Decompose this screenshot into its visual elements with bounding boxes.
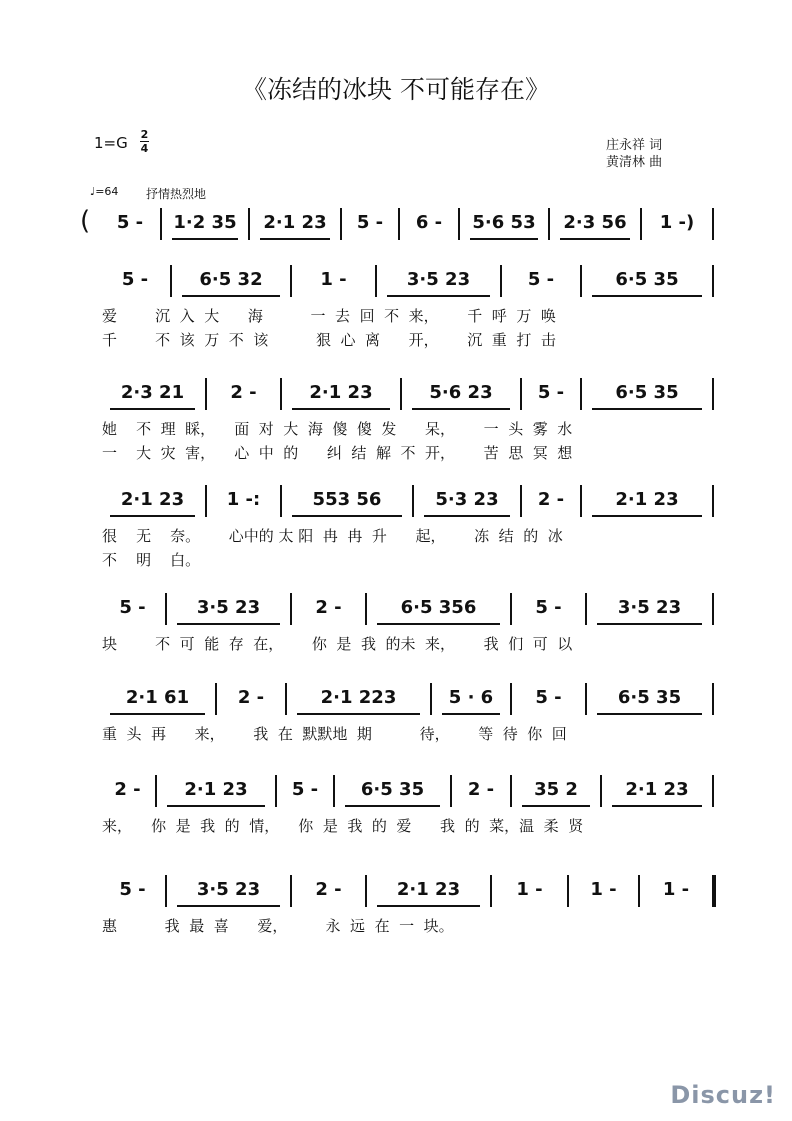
bar-line [375,265,377,297]
lyrics-verse-2: 不 明 白。 [102,551,201,569]
measure-notes: 5 - [535,597,562,618]
time-sig-bottom: 4 [140,142,149,155]
measure-notes: 2·1 23 [120,489,185,510]
measure-notes: 5 - [291,779,319,800]
bar-line [165,593,167,625]
measure-notes: 2·1 23 [309,382,373,403]
bar-line [520,485,522,517]
measure-notes: 2·1 23 [396,879,461,900]
beam-line [177,623,280,625]
beam-line [177,905,280,907]
lyrics-verse-2: 千 不 该 万 不 该 狠 心 离 开， 沉 重 打 击 [102,331,556,349]
beam-line [592,295,702,297]
lyrics-verse-1: 来， 你 是 我 的 情， 你 是 我 的 爱 我 的 菜，温 柔 贤 [102,817,584,835]
lyrics-verse-1: 很 无 奈。 心中的 太 阳 冉 冉 升 起， 冻 结 的 冰 [102,527,563,545]
bar-line [458,208,460,240]
bar-line [712,593,714,625]
beam-line [110,515,195,517]
measure-notes: 1 - [320,269,347,290]
measure-notes: 5 · 6 [448,687,494,708]
lyricist-credit: 庄永祥 词 [606,138,663,153]
bar-line [640,208,642,240]
bar-line [155,775,157,807]
bar-line [712,208,714,240]
measure-notes: 2 - [467,779,495,800]
notes-line [0,683,792,717]
measure-notes: 2·1 223 [320,687,397,708]
measure-notes: 6·5 35 [615,382,679,403]
measure-notes: 5 - [119,597,146,618]
beam-line [424,515,510,517]
beam-line [110,713,205,715]
bar-line [412,485,414,517]
measure-notes: 5 - [119,879,146,900]
bar-line [165,875,167,907]
measure-notes: 1 - [662,879,690,900]
bar-line [290,875,292,907]
bar-line [712,775,714,807]
measure-notes: 5 - [356,212,384,233]
bar-line [398,208,400,240]
measure-notes: 2·3 21 [120,382,185,403]
notes-line [0,485,792,519]
beam-line [592,408,702,410]
bar-line [712,683,714,715]
beam-line [597,623,702,625]
beam-line [377,905,480,907]
beam-line [442,713,500,715]
beam-line [167,805,265,807]
song-title: 《冻结的冰块 不可能存在》 [242,75,550,104]
bar-line [215,683,217,715]
bar-line [290,265,292,297]
beam-line [470,238,538,240]
notes-line [0,593,792,627]
beam-line [110,408,195,410]
measure-notes: 2·3 56 [563,212,627,233]
beam-line [182,295,280,297]
measure-notes: 6·5 32 [199,269,263,290]
expression-marking: 抒情热烈地 [146,187,207,201]
notes-line [0,208,792,242]
beam-line [345,805,440,807]
notes-line [0,775,792,809]
measure-notes: 2 - [114,779,141,800]
bar-line [280,378,282,410]
bar-line [248,208,250,240]
bar-line [170,265,172,297]
measure-notes: 6·5 356 [400,597,477,618]
bar-line [490,875,492,907]
notes-line [0,875,792,909]
bar-line [585,593,587,625]
lyrics-verse-1: 她 不 理 睬， 面 对 大 海 傻 傻 发 呆， 一 头 雾 水 [102,420,573,438]
lyrics-verse-1: 块 不 可 能 存 在， 你 是 我 的未 来， 我 们 可 以 [102,635,573,653]
bar-line [365,593,367,625]
measure-notes: 2·1 23 [263,212,327,233]
measure-notes: 2·1 23 [615,489,679,510]
bar-line [580,485,582,517]
measure-notes: 1 -: [226,489,261,510]
measure-notes: 5 - [116,212,144,233]
measure-notes: 2 - [537,489,565,510]
measure-notes: 2 - [237,687,265,708]
bar-line [712,265,714,297]
beam-line [377,623,500,625]
beam-line [597,713,702,715]
bar-line [160,208,162,240]
bar-line [285,683,287,715]
bar-line [430,683,432,715]
beam-line [560,238,630,240]
beam-line [297,713,420,715]
time-signature [140,129,149,154]
measure-notes: 5·6 53 [472,212,536,233]
beam-line [292,408,390,410]
beam-line [612,805,702,807]
notes-line [0,378,792,412]
beam-line [292,515,402,517]
bar-line [500,265,502,297]
bar-line [450,775,452,807]
bar-line [580,265,582,297]
composer-credit: 黄清林 曲 [606,155,663,170]
lyrics-verse-2: 一 大 灾 害， 心 中 的 纠 结 解 不 开， 苦 思 冥 想 [102,444,573,462]
bar-line [548,208,550,240]
key-signature: 1=G [94,134,128,152]
bar-line [275,775,277,807]
measure-notes: 1 -) [659,212,695,233]
beam-line [260,238,330,240]
bar-line [400,378,402,410]
measure-notes: 5 - [527,269,555,290]
beam-line [522,805,590,807]
measure-notes: 2·1 23 [184,779,248,800]
measure-notes: 2·1 61 [125,687,190,708]
bar-line [510,593,512,625]
measure-notes: 553 56 [312,489,382,510]
tempo-marking: ♩=64 [90,185,119,198]
repeat-paren: ( [80,206,91,236]
measure-notes: 1 - [590,879,617,900]
bar-line [365,875,367,907]
measure-notes: 6·5 35 [615,269,679,290]
bar-line [510,775,512,807]
measure-notes: 1 - [516,879,543,900]
measure-notes: 5·3 23 [435,489,499,510]
bar-line [510,683,512,715]
measure-notes: 6·5 35 [617,687,682,708]
beam-line [592,515,702,517]
measure-notes: 35 2 [534,779,578,800]
notes-line [0,265,792,299]
measure-notes: 2 - [315,597,342,618]
beam-line [387,295,490,297]
bar-line [205,485,207,517]
bar-line [600,775,602,807]
bar-line [580,378,582,410]
beam-line [412,408,510,410]
lyrics-verse-1: 惠 我 最 喜 爱， 永 远 在 一 块。 [102,917,454,935]
measure-notes: 3·5 23 [617,597,682,618]
bar-line [280,485,282,517]
measure-notes: 5 - [535,687,562,708]
measure-notes: 2 - [230,382,257,403]
measure-notes: 1·2 35 [173,212,237,233]
bar-line [205,378,207,410]
measure-notes: 3·5 23 [406,269,471,290]
bar-line [290,593,292,625]
beam-line [172,238,238,240]
watermark-logo: Discuz! [670,1081,776,1109]
measure-notes: 3·5 23 [196,879,261,900]
measure-notes: 3·5 23 [196,597,261,618]
bar-line [712,875,716,907]
bar-line [567,875,569,907]
time-sig-top: 2 [140,128,149,141]
lyrics-verse-1: 爱 沉 入 大 海 一 去 回 不 来， 千 呼 万 唤 [102,307,556,325]
bar-line [340,208,342,240]
lyrics-verse-1: 重 头 再 来， 我 在 默默地 期 待， 等 待 你 回 [102,725,567,743]
measure-notes: 6 - [415,212,443,233]
measure-notes: 2 - [315,879,342,900]
measure-notes: 5 - [537,382,565,403]
bar-line [585,683,587,715]
bar-line [712,485,714,517]
bar-line [638,875,640,907]
bar-line [712,378,714,410]
bar-line [333,775,335,807]
measure-notes: 6·5 35 [360,779,425,800]
measure-notes: 5 - [121,269,149,290]
bar-line [520,378,522,410]
measure-notes: 5·6 23 [429,382,493,403]
credits [606,137,662,171]
measure-notes: 2·1 23 [625,779,689,800]
